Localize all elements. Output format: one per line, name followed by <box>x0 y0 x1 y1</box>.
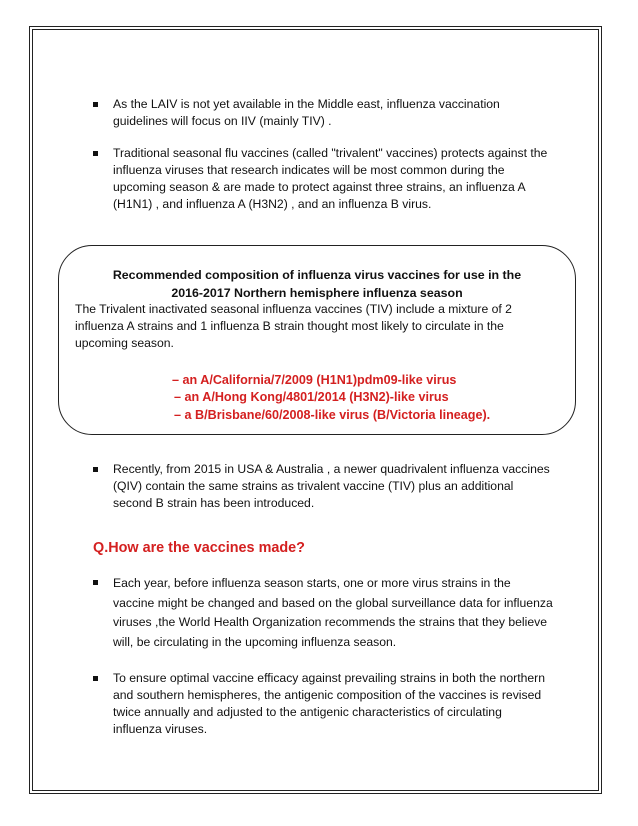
bullet-marker <box>93 580 98 585</box>
box-title-line2: 2016-2017 Northern hemisphere influenza season <box>171 286 463 300</box>
bullet-text: To ensure optimal vaccine efficacy against prevailing strains in both the northern and southern hemispheres, the antigenic composition of the vaccines is revised twice annually and adjusted to the antigenic characteristics of circulating influenza viruses. <box>113 671 545 736</box>
bullet-marker <box>93 102 98 107</box>
strain-h1n1: – an A/California/7/2009 (H1N1)pdm09-like virus <box>172 373 457 387</box>
bullet-text: Each year, before influenza season starts, one or more virus strains in the vaccine might be changed and based on the global surveillance data for influenza viruses ,the World Health Organization recommends the strains that they believe will, be circulating in the upcoming influenza season. <box>113 576 553 649</box>
question-heading: Q.How are the vaccines made? <box>93 540 305 556</box>
bullet-text: Recently, from 2015 in USA & Australia , a newer quadrivalent influenza vaccines (QIV) contain the same strains as trivalent vaccine (TIV) plus an additional second B strain has been introduced. <box>113 462 550 510</box>
recommendation-box <box>58 245 576 435</box>
box-title-line1: Recommended composition of influenza virus vaccines for use in the <box>112 268 522 282</box>
bullet-marker <box>93 676 98 681</box>
bullet-marker <box>93 467 98 472</box>
strain-b-brisbane: – a B/Brisbane/60/2008-like virus (B/Victoria lineage). <box>174 408 491 422</box>
box-body-text: The Trivalent inactivated seasonal influenza vaccines (TIV) include a mixture of 2 influenza A strains and 1 influenza B strain thought most likely to circulate in the upcoming season. <box>75 302 512 350</box>
bullet-text: Traditional seasonal flu vaccines (called "trivalent" vaccines) protects against the influenza viruses that research indicates will be most common during the upcoming season & are made to protect against three strains, an influenza A (H1N1) , and influenza A (H3N2) , and an influenza B virus. <box>113 146 548 211</box>
bullet-text: As the LAIV is not yet available in the Middle east, influenza vaccination guidelines will focus on IIV (mainly TIV) . <box>113 97 500 128</box>
bullet-marker <box>93 151 98 156</box>
strain-h3n2: – an A/Hong Kong/4801/2014 (H3N2)-like virus <box>174 390 449 404</box>
